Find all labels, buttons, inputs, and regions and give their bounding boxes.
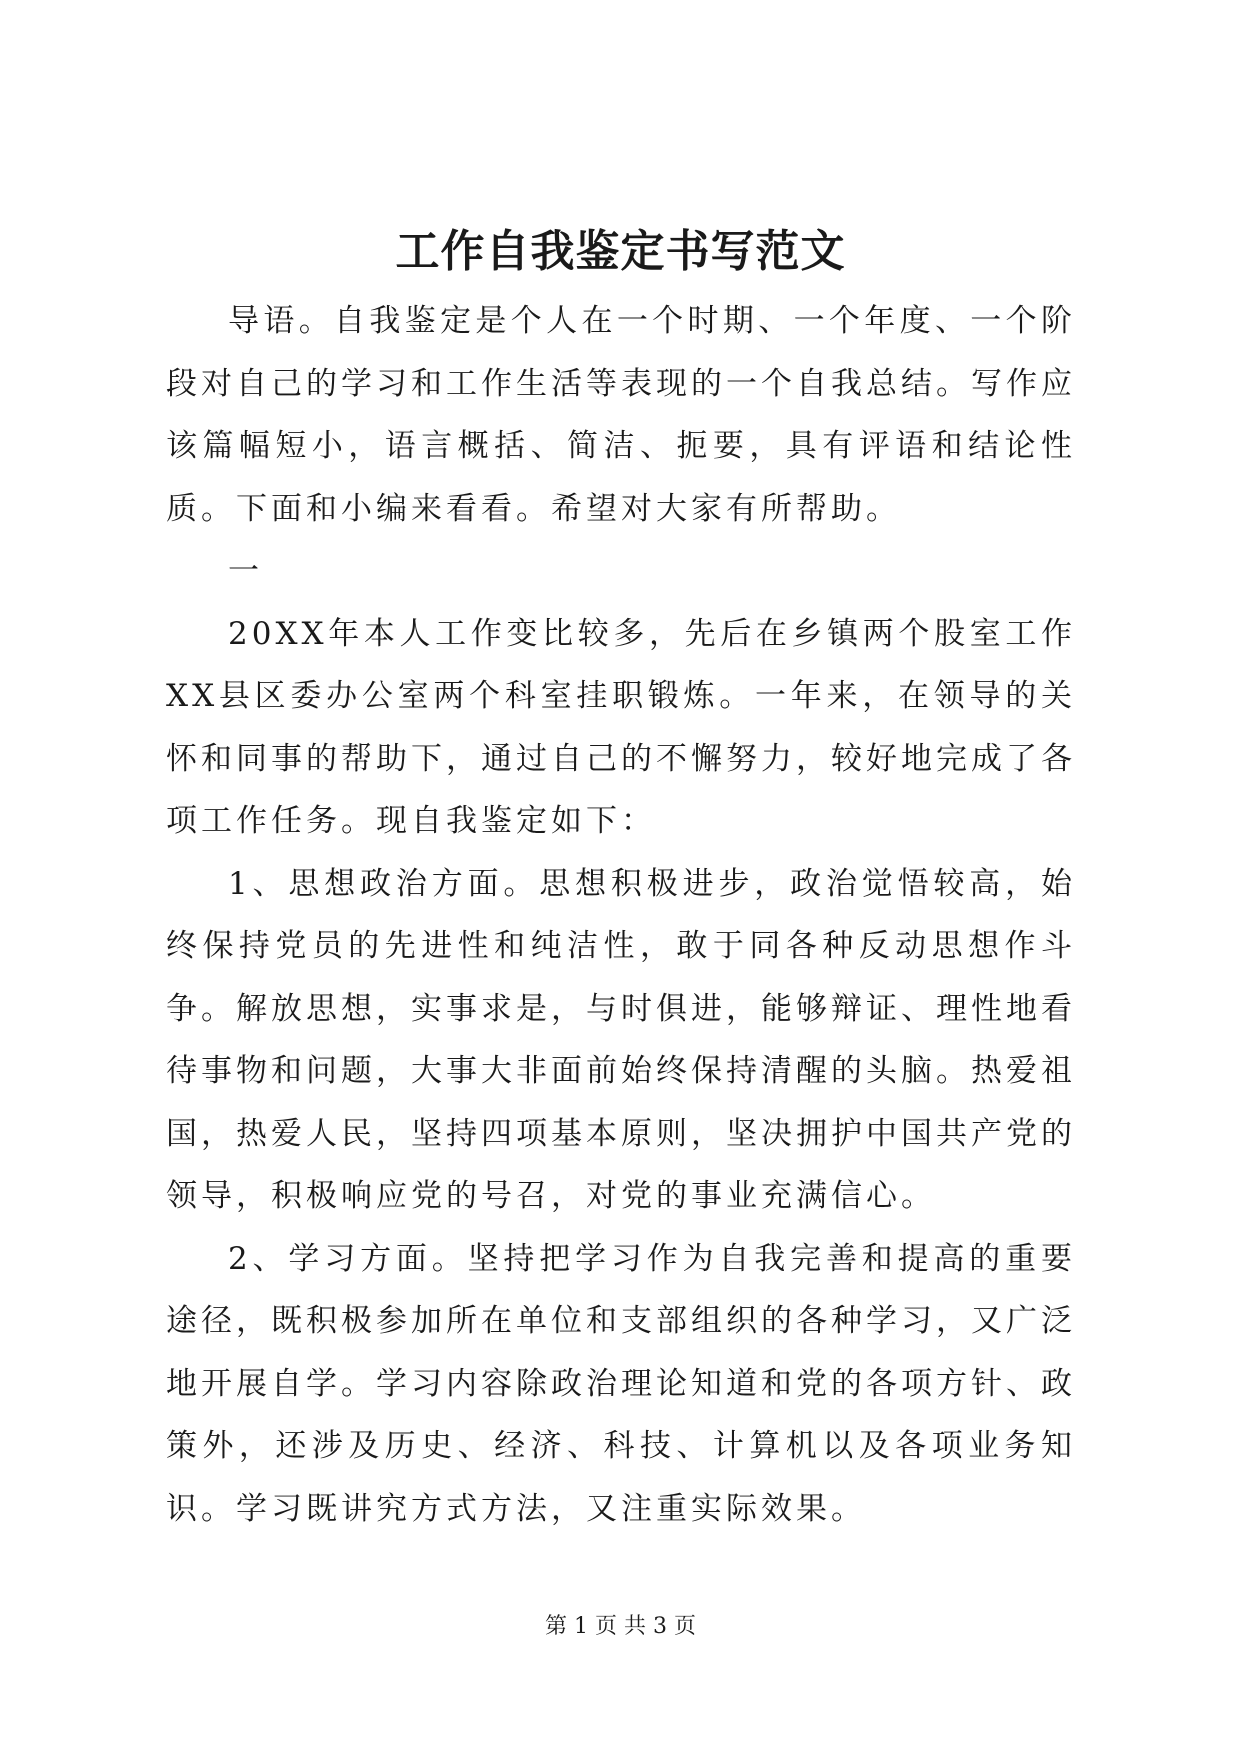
political-paragraph: 1、思想政治方面。思想积极进步，政治觉悟较高，始终保持党员的先进性和纯洁性，敢于同各种反动思想作斗争。解放思想，实事求是，与时俱进，能够辩证、理性地看待事物和问题，大事大非面前始终保持清醒的头脑。热爱祖国，热爱人民，坚持四项基本原则，坚决拥护中国共产党的领导，积极响应党的号召，对党的事业充满信心。 — [166, 865, 1076, 1214]
intro-paragraph: 导语。自我鉴定是个人在一个时期、一个年度、一个阶段对自己的学习和工作生活等表现的一个自我总结。写作应该篇幅短小，语言概括、简洁、扼要，具有评语和结论性质。下面和小编来看看。希望对大家有所帮助。 — [166, 303, 1076, 527]
page-footer: 第 1 页 共 3 页 — [545, 1614, 696, 1639]
document-title: 工作自我鉴定书写范文 — [395, 226, 846, 277]
section-number: 一 — [228, 553, 263, 589]
summary-paragraph: 20XX年本人工作变比较多，先后在乡镇两个股室工作XX县区委办公室两个科室挂职锻炼。一年来，在领导的关怀和同事的帮助下，通过自己的不懈努力，较好地完成了各项工作任务。现自我鉴定如下： — [166, 615, 1076, 839]
document-body — [166, 290, 1076, 1540]
study-paragraph: 2、学习方面。坚持把学习作为自我完善和提高的重要途径，既积极参加所在单位和支部组织的各种学习，又广泛地开展自学。学习内容除政治理论知道和党的各项方针、政策外，还涉及历史、经济、科技、计算机以及各项业务知识。学习既讲究方式方法，又注重实际效果。 — [166, 1240, 1076, 1527]
